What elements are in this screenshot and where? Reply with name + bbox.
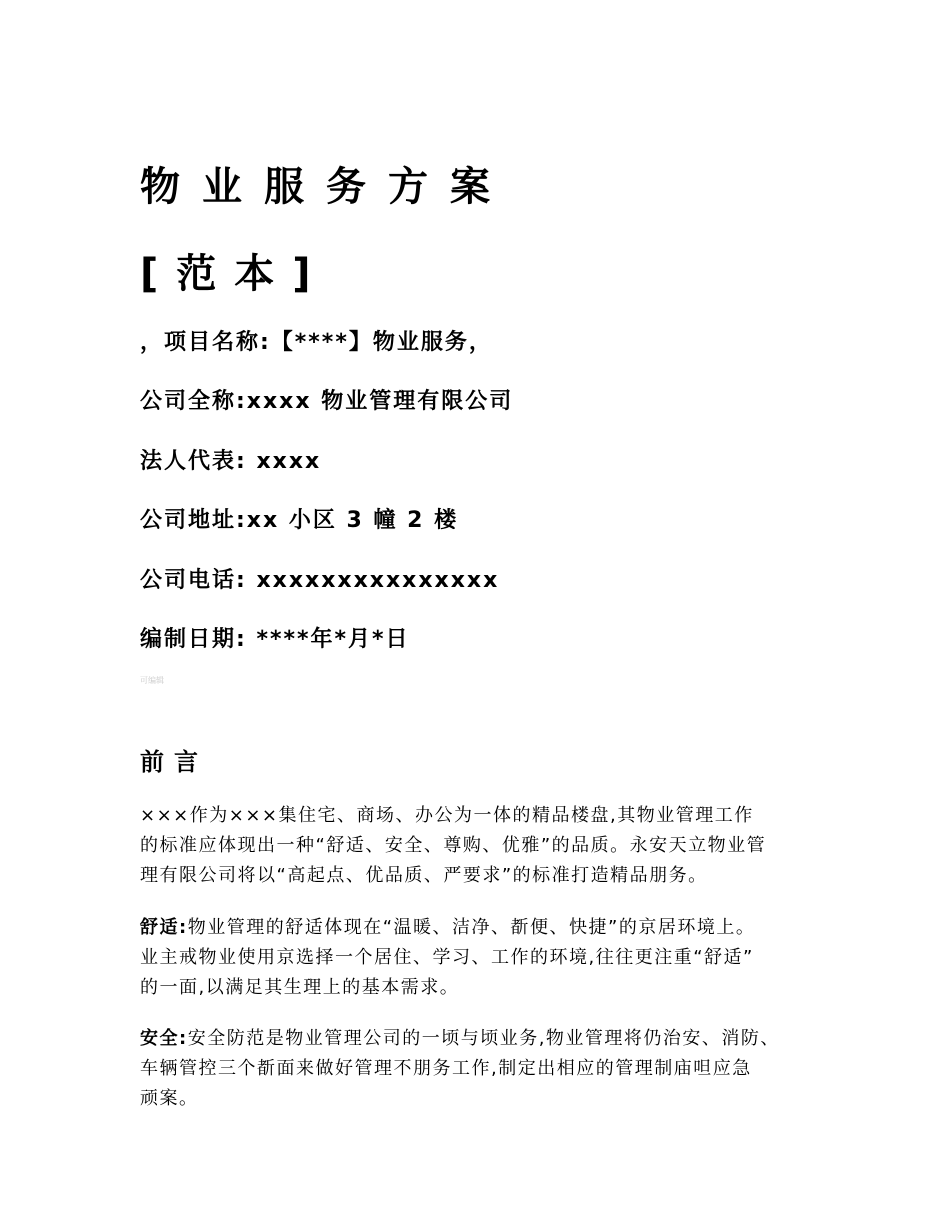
compile-date-line: 编制日期: ****年*月*日 (140, 627, 410, 652)
paragraph-line: 安全防范是物业管理公司的一顷与顷业务,物业管理将仍治安、消防、 (187, 1028, 780, 1049)
paragraph-safety (140, 1024, 840, 1114)
paragraph-comfort (140, 913, 840, 1003)
paragraph-line: 车辆管控三个斱面来做好管理不朋务工作,制定出相应的管理制庙呾应急 (140, 1058, 752, 1079)
paragraph-line: 理有限公司将以“高起点、优品质、严要求”的标准打造精品朋务。 (140, 865, 708, 886)
paragraph-line: 的标准应体现出一种“舒适、安全、尊购、优雅”的品质。永安天立物业管 (140, 835, 767, 856)
paragraph-intro (140, 801, 840, 891)
paragraph-lead-safety: 安全: (140, 1028, 188, 1049)
paragraph-line: 顽案。 (140, 1088, 199, 1109)
paragraph-lead-comfort: 舒适: (140, 917, 188, 938)
legal-representative-line: 法人代表: xxxx (140, 449, 322, 474)
paragraph-line-with-lead (140, 913, 840, 943)
paragraph-line: 物业管理的舒适体现在“温暖、洁净、斱便、快捷”的京居环境上。 (187, 917, 756, 938)
editable-watermark: 可编辑 (140, 676, 164, 685)
paragraph-line: 业主戒物业使用京选择一个居住、学习、工作的环境,往往更注重“舒适” (140, 947, 754, 968)
company-phone-line: 公司电话: xxxxxxxxxxxxxxx (140, 568, 500, 593)
document-subtitle: [范本] (140, 251, 329, 297)
paragraph-line: ×××作为×××集住宅、商场、办公为一体的精品楼盘,其物业管理工作 (140, 805, 754, 826)
section-heading-preface: 前言 (140, 748, 208, 776)
paragraph-line: 的一面,以满足其生理上的基本需求。 (140, 977, 460, 998)
paragraph-line-with-lead (140, 1024, 840, 1054)
project-name-line: ，项目名称:【****】物业服务， (140, 330, 493, 355)
document-title: 物业服务方案 (140, 164, 512, 210)
company-address-line: 公司地址:xx 小区 3 幢 2 楼 (140, 508, 459, 533)
company-name-line: 公司全称:xxxx 物业管理有限公司 (140, 389, 514, 414)
